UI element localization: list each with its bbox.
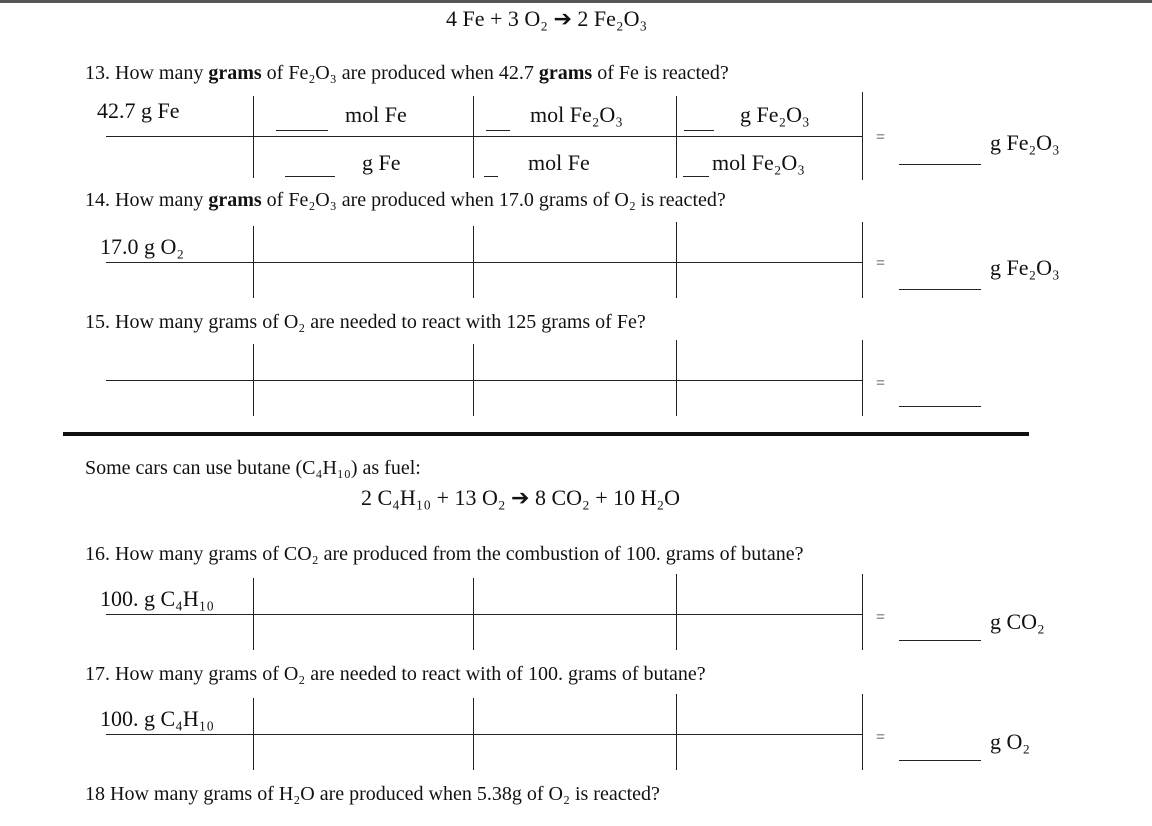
q13-bold-1: grams <box>208 62 262 84</box>
q14-divider-1 <box>253 226 254 298</box>
q13-number: 13. How many <box>85 62 209 84</box>
q13-answer-unit: g Fe₂O₃ <box>990 130 1060 155</box>
q16-answer-blank[interactable] <box>899 640 981 641</box>
q13-answer-blank[interactable] <box>899 164 981 165</box>
q13-blank-bottom-2 <box>484 176 498 177</box>
question-13 <box>85 61 729 85</box>
q17-divider-3 <box>676 694 677 770</box>
q14-bold-1: grams <box>208 189 262 211</box>
q13-mid-2: of Fe is reacted? <box>592 62 729 84</box>
q13-bottom-unit-2: mol Fe <box>528 150 590 175</box>
q13-top-unit-3: g Fe₂O₃ <box>740 102 810 127</box>
q14-starting-value: 17.0 g O₂ <box>100 234 185 259</box>
q14-divider-2 <box>473 226 474 298</box>
q13-bottom-unit-3: mol Fe₂O₃ <box>712 150 805 175</box>
q14-factor-line <box>106 262 862 263</box>
q16-factor-line <box>106 614 862 615</box>
question-18: 18 How many grams of H₂O are produced when 5.38g of O₂ is reacted? <box>85 783 660 805</box>
section-divider <box>63 432 1029 436</box>
q13-blank-top-3 <box>684 130 714 131</box>
q16-divider-end <box>862 574 863 650</box>
q14-equals-sign: = <box>876 255 886 272</box>
q17-divider-1 <box>253 698 254 770</box>
question-16: 16. How many grams of CO₂ are produced from the combustion of 100. grams of butane? <box>85 543 804 565</box>
q13-top-unit-1: mol Fe <box>345 102 407 127</box>
q16-equals-sign: = <box>876 609 886 626</box>
q13-mid-1: of Fe₂O₃ are produced when 42.7 <box>261 62 539 84</box>
q13-divider-2 <box>473 96 474 178</box>
q16-divider-3 <box>676 574 677 650</box>
q15-answer-blank[interactable] <box>899 406 981 407</box>
q14-number: 14. How many <box>85 189 209 211</box>
q17-starting-value: 100. g C₄H₁₀ <box>100 706 215 731</box>
q15-factor-line <box>106 380 862 381</box>
q13-bold-2: grams <box>538 62 593 84</box>
q17-equals-sign: = <box>876 729 886 746</box>
question-15: 15. How many grams of O₂ are needed to react with 125 grams of Fe? <box>85 311 646 333</box>
q15-divider-1 <box>253 344 254 416</box>
q17-answer-blank[interactable] <box>899 760 981 761</box>
q13-equals-sign: = <box>876 129 886 146</box>
q17-divider-2 <box>473 698 474 770</box>
q14-divider-3 <box>676 222 677 298</box>
q14-mid-1: of Fe₂O₃ are produced when 17.0 grams of O₂ is reacted? <box>261 189 726 211</box>
q17-factor-line <box>106 734 862 735</box>
question-17: 17. How many grams of O₂ are needed to react with of 100. grams of butane? <box>85 663 706 685</box>
q16-divider-2 <box>473 578 474 650</box>
q13-blank-top-1 <box>276 130 328 131</box>
q15-divider-end <box>862 340 863 416</box>
q13-blank-bottom-3 <box>683 176 709 177</box>
q14-answer-unit: g Fe₂O₃ <box>990 255 1060 280</box>
q13-divider-3 <box>676 96 677 178</box>
q13-bottom-unit-1: g Fe <box>362 150 401 175</box>
q13-factor-line <box>106 136 862 137</box>
q16-starting-value: 100. g C₄H₁₀ <box>100 586 215 611</box>
q13-divider-end <box>862 92 863 180</box>
page-top-border <box>0 0 1152 3</box>
q17-divider-end <box>862 694 863 770</box>
q13-starting-value: 42.7 g Fe <box>97 98 180 123</box>
q14-divider-end <box>862 222 863 298</box>
q15-divider-3 <box>676 340 677 416</box>
q16-answer-unit: g CO₂ <box>990 609 1045 634</box>
q13-top-unit-2: mol Fe₂O₃ <box>530 102 623 127</box>
reaction-equation-iron: 4 Fe + 3 O₂ ➔ 2 Fe₂O₃ <box>446 6 648 31</box>
q15-divider-2 <box>473 344 474 416</box>
butane-intro: Some cars can use butane (C₄H₁₀) as fuel: <box>85 457 421 479</box>
q17-answer-unit: g O₂ <box>990 729 1031 754</box>
q13-divider-1 <box>253 96 254 178</box>
reaction-equation-butane: 2 C₄H₁₀ + 13 O₂ ➔ 8 CO₂ + 10 H₂O <box>361 485 681 510</box>
q13-blank-bottom-1 <box>285 176 335 177</box>
q13-blank-top-2 <box>486 130 510 131</box>
q16-divider-1 <box>253 578 254 650</box>
question-14 <box>85 188 726 212</box>
q15-equals-sign: = <box>876 375 886 392</box>
q14-answer-blank[interactable] <box>899 289 981 290</box>
